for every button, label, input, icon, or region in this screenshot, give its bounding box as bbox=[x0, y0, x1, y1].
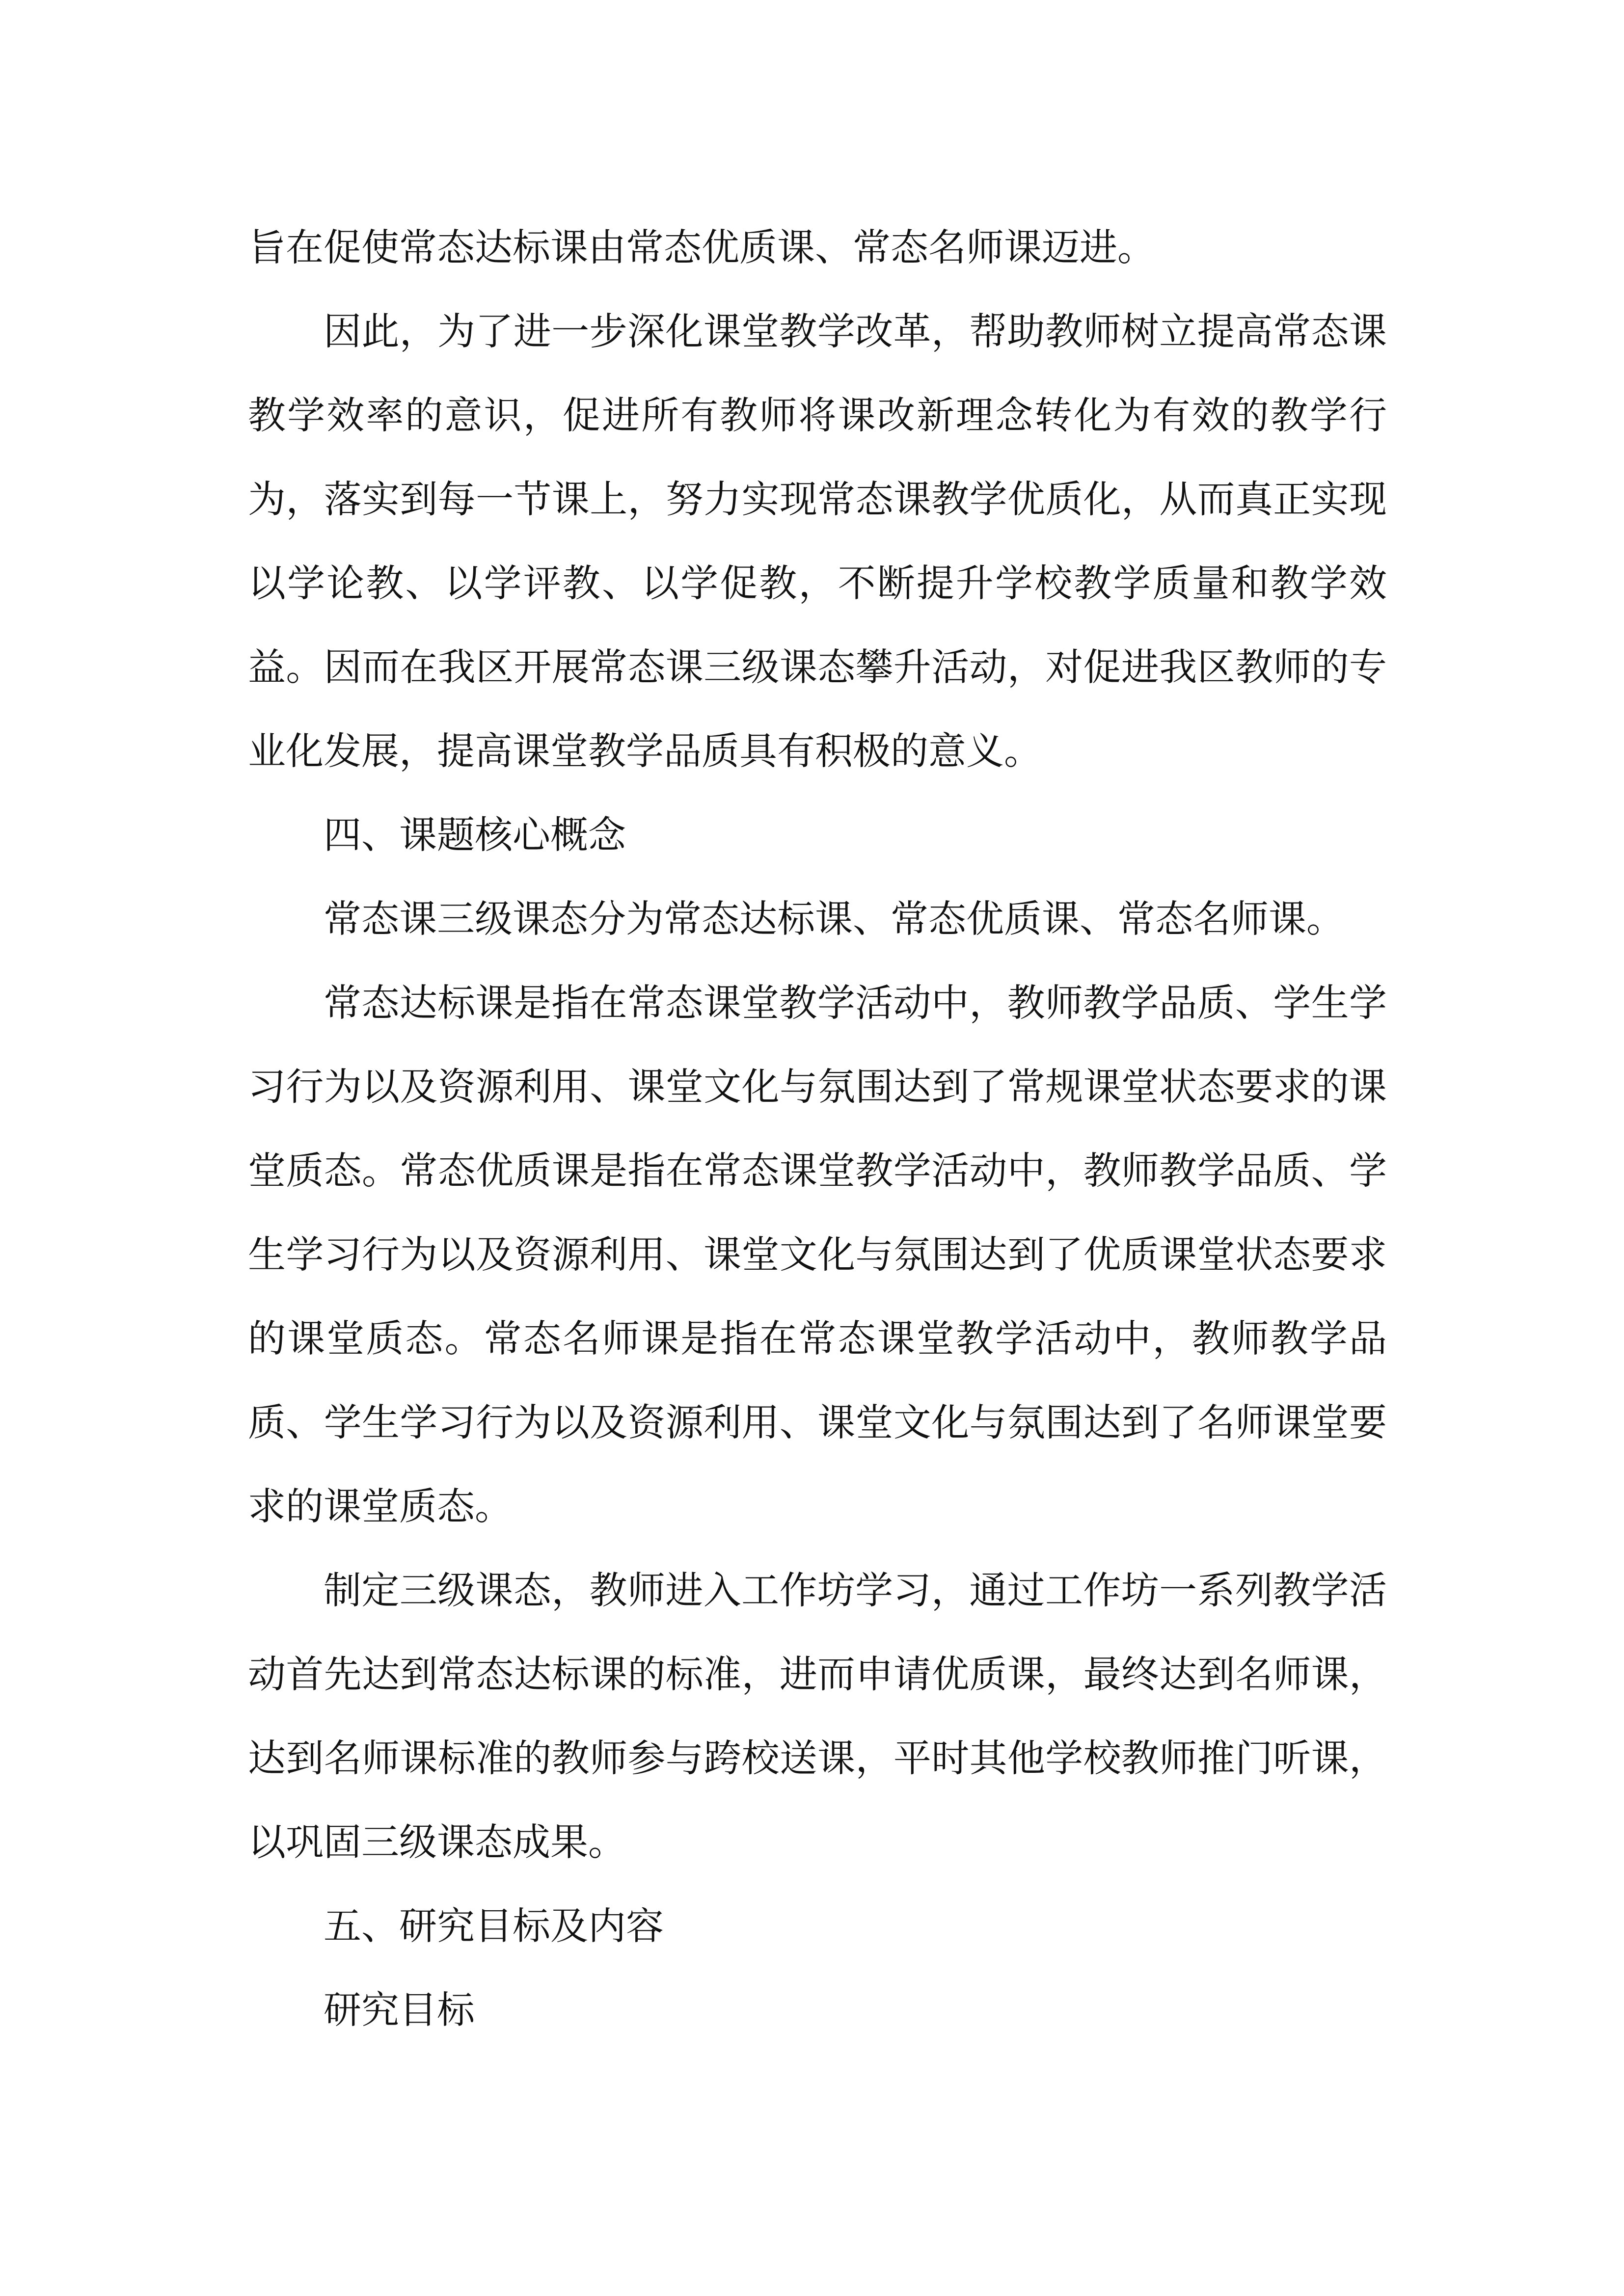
subheading-research-goals: 研究目标 bbox=[324, 1989, 475, 2032]
paragraph-workshop-process: 制定三级课态，教师进入工作坊学习，通过工作坊一系列教学活动首先达到常态达标课的标准，进而申请优质课，最终达到名师课，达到名师课标准的教师参与跨校送课，平时其他学校教师推门听课，以巩固三级课态成果。 bbox=[248, 1569, 1387, 1865]
paragraph-level-definitions: 常态达标课是指在常态课堂教学活动中，教师教学品质、学生学习行为以及资源利用、课堂文化与氛围达到了常规课堂状态要求的课堂质态。常态优质课是指在常态课堂教学活动中，教师教学品质、学生学习行为以及资源利用、课堂文化与氛围达到了优质课堂状态要求的课堂质态。常态名师课是指在常态课堂教学活动中，教师教学品质、学生学习行为以及资源利用、课堂文化与氛围达到了名师课堂要求的课堂质态。 bbox=[248, 982, 1387, 1529]
paragraph-significance: 因此，为了进一步深化课堂教学改革，帮助教师树立提高常态课教学效率的意识，促进所有教师将课改新理念转化为有效的教学行为，落实到每一节课上，努力实现常态课教学优质化，从而真正实现以学论教、以学评教、以学促教，不断提升学校教学质量和教学效益。因而在我区开展常态课三级课态攀升活动，对促进我区教师的专业化发展，提高课堂教学品质具有积极的意义。 bbox=[248, 310, 1387, 774]
section-heading-core-concepts: 四、课题核心概念 bbox=[324, 814, 626, 857]
paragraph-three-levels: 常态课三级课态分为常态达标课、常态优质课、常态名师课。 bbox=[324, 898, 1344, 941]
paragraph-intro-continuation: 旨在促使常态达标课由常态优质课、常态名师课迈进。 bbox=[248, 226, 1155, 270]
document-body bbox=[248, 206, 1387, 2053]
section-heading-research-goals-content: 五、研究目标及内容 bbox=[324, 1905, 664, 1949]
